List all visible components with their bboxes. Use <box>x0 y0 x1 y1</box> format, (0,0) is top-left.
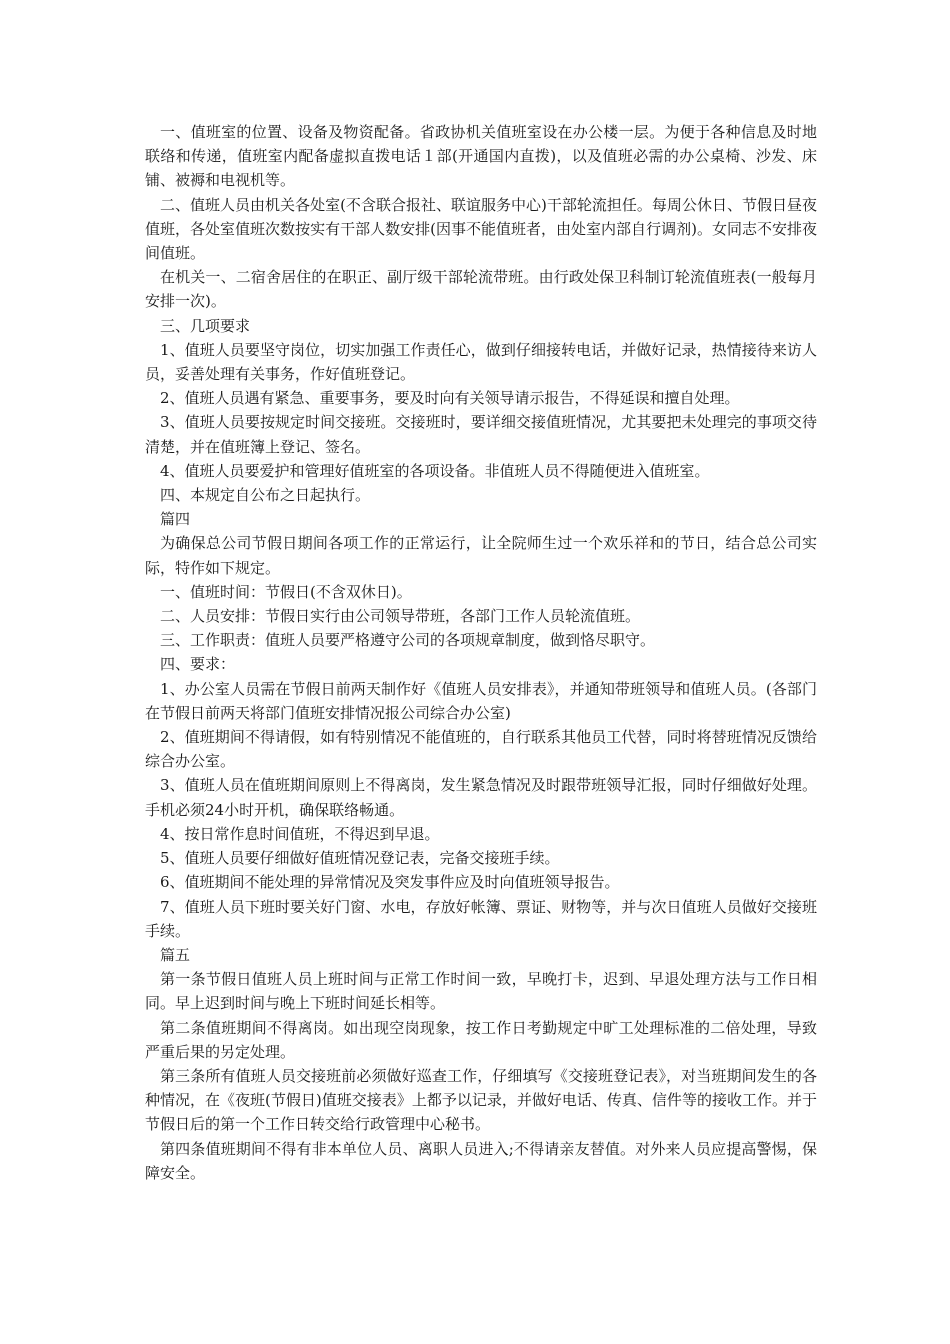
paragraph: 第一条节假日值班人员上班时间与正常工作时间一致，早晚打卡，迟到、早退处理方法与工作日相同。早上迟到时间与晚上下班时间延长相等。 <box>145 970 817 1013</box>
paragraph: 为确保总公司节假日期间各项工作的正常运行，让全院师生过一个欢乐祥和的节日，结合总公司实际，特作如下规定。 <box>145 534 817 577</box>
paragraph: 2、值班期间不得请假，如有特别情况不能值班的，自行联系其他员工代替，同时将替班情况反馈给综合办公室。 <box>145 728 817 771</box>
section-heading: 篇五 <box>160 945 191 964</box>
paragraph: 第三条所有值班人员交接班前必须做好巡查工作，仔细填写《交接班登记表》，对当班期间发生的各种情况，在《夜班(节假日)值班交接表》上都予以记录，并做好电话、传真、信件等的接收工作。并于节假日后的第一个工作日转交给行政管理中心秘书。 <box>145 1066 817 1134</box>
paragraph: 四、本规定自公布之日起执行。 <box>160 486 371 505</box>
paragraph: 二、人员安排：节假日实行由公司领导带班，各部门工作人员轮流值班。 <box>160 607 641 626</box>
paragraph: 4、按日常作息时间值班，不得迟到早退。 <box>160 824 440 843</box>
document-body <box>145 120 817 1185</box>
paragraph: 4、值班人员要爱护和管理好值班室的各项设备。非值班人员不得随便进入值班室。 <box>160 461 710 480</box>
paragraph: 3、值班人员要按规定时间交接班。交接班时，要详细交接值班情况，尤其要把未处理完的事项交待清楚，并在值班簿上登记、签名。 <box>145 413 817 456</box>
section-heading: 三、几项要求 <box>160 316 251 335</box>
paragraph: 在机关一、二宿舍居住的在职正、副厅级干部轮流带班。由行政处保卫科制订轮流值班表(一般每月安排一次)。 <box>145 268 817 311</box>
paragraph: 1、值班人员要坚守岗位，切实加强工作责任心，做到仔细接转电话，并做好记录，热情接待来访人员，妥善处理有关事务，作好值班登记。 <box>145 340 817 384</box>
paragraph: 二、值班人员由机关各处室(不含联合报社、联谊服务中心)干部轮流担任。每周公休日、节假日昼夜值班，各处室值班次数按实有干部人数安排(因事不能值班者，由处室内部自行调剂)。女同志不安排夜间值班。 <box>145 195 817 263</box>
paragraph: 1、办公室人员需在节假日前两天制作好《值班人员安排表》，并通知带班领导和值班人员。(各部门在节假日前两天将部门值班安排情况报公司综合办公室) <box>145 679 817 722</box>
paragraph: 第二条值班期间不得离岗。如出现空岗现象，按工作日考勤规定中旷工处理标准的二倍处理，导致严重后果的另定处理。 <box>145 1018 817 1061</box>
paragraph: 一、值班时间：节假日(不含双休日)。 <box>160 582 412 601</box>
paragraph: 三、工作职责：值班人员要严格遵守公司的各项规章制度，做到恪尽职守。 <box>160 631 656 650</box>
paragraph: 3、值班人员在值班期间原则上不得离岗，发生紧急情况及时跟带班领导汇报，同时仔细做好处理。手机必须24小时开机，确保联络畅通。 <box>145 776 817 819</box>
paragraph: 6、值班期间不能处理的异常情况及突发事件应及时向值班领导报告。 <box>160 873 620 892</box>
paragraph: 2、值班人员遇有紧急、重要事务，要及时向有关领导请示报告，不得延误和擅自处理。 <box>160 389 740 408</box>
paragraph: 一、值班室的位置、设备及物资配备。省政协机关值班室设在办公楼一层。为便于各种信息及时地联络和传递，值班室内配备虚拟直拨电话１部(开通国内直拨)，以及值班必需的办公桌椅、沙发、床铺、被褥和电视机等。 <box>145 123 817 190</box>
paragraph: 第四条值班期间不得有非本单位人员、离职人员进入;不得请亲友替值。对外来人员应提高警惕，保障安全。 <box>145 1139 817 1182</box>
section-heading: 四、要求： <box>160 655 236 674</box>
section-heading: 篇四 <box>160 510 191 529</box>
paragraph: 7、值班人员下班时要关好门窗、水电，存放好帐簿、票证、财物等，并与次日值班人员做好交接班手续。 <box>145 897 817 940</box>
paragraph: 5、值班人员要仔细做好值班情况登记表，完备交接班手续。 <box>160 849 560 868</box>
